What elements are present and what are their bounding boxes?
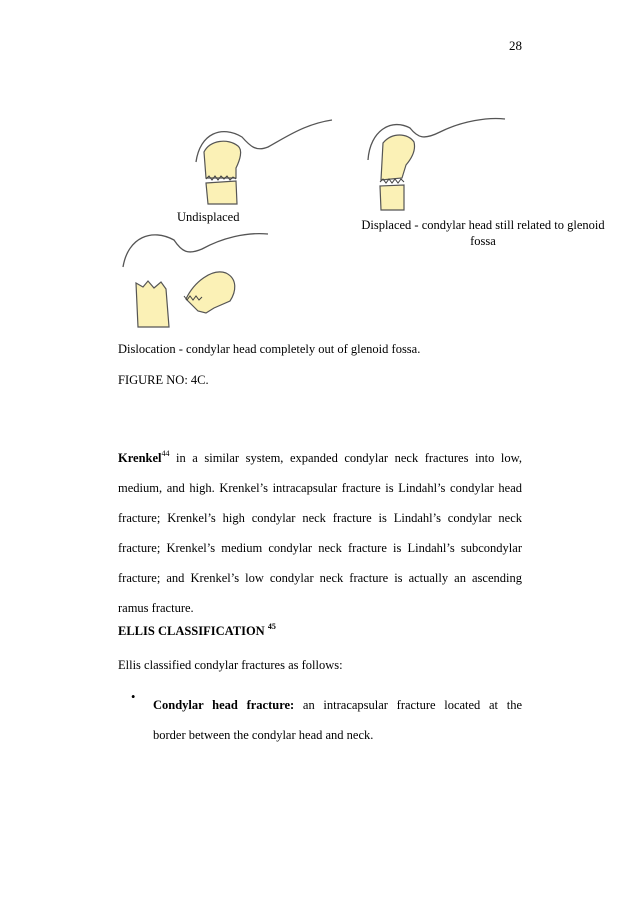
condylar-head	[204, 141, 241, 178]
page-number: 28	[509, 38, 522, 53]
displaced-illustration	[368, 119, 505, 210]
figure-number: FIGURE NO: 4C.	[118, 373, 209, 387]
reference-45: 45	[267, 622, 276, 631]
paragraph-line: medium, and high. Krenkel’s intracapsular fracture is Lindahl’s condylar head	[118, 481, 522, 495]
paragraph-line: fracture; and Krenkel’s low condylar neck fracture is actually an ascending	[118, 571, 522, 585]
caption-dislocation: Dislocation - condylar head completely out of glenoid fossa.	[118, 342, 421, 356]
ramus-stump	[136, 281, 169, 327]
displaced-condylar-head	[186, 272, 235, 313]
condylar-neck	[380, 185, 404, 210]
line-text: in a similar system, expanded condylar neck fractures into low,	[169, 451, 522, 465]
bullet-term: Condylar head fracture:	[153, 698, 295, 712]
paragraph-line: fracture; Krenkel’s medium condylar neck fracture is Lindahl’s subcondylar	[118, 541, 522, 555]
reference-44: 44	[161, 449, 170, 458]
paragraph-line: ramus fracture.	[118, 601, 194, 615]
glenoid-fossa-line	[123, 234, 268, 267]
heading-text: ELLIS CLASSIFICATION	[118, 624, 265, 638]
bullet-line: border between the condylar head and neck.	[153, 728, 374, 742]
ellis-intro: Ellis classified condylar fractures as follows:	[118, 658, 343, 672]
condylar-head	[381, 135, 415, 180]
dislocation-illustration	[123, 234, 268, 327]
krenkel-name: Krenkel	[118, 451, 162, 465]
condylar-neck	[206, 181, 237, 204]
paragraph-line: fracture; Krenkel’s high condylar neck fracture is Lindahl’s condylar neck	[118, 511, 522, 525]
bullet-text-1: an intracapsular fracture located at the	[294, 698, 522, 712]
krenkel-paragraph	[118, 443, 522, 623]
caption-undisplaced: Undisplaced	[177, 210, 240, 224]
undisplaced-illustration	[196, 120, 332, 204]
ellis-heading	[118, 624, 276, 639]
bullet-icon: •	[131, 690, 136, 704]
condylar-fracture-figure	[0, 0, 638, 340]
bullet-line	[153, 690, 522, 720]
paragraph-line	[118, 443, 522, 473]
caption-displaced: Displaced - condylar head still related to glenoid fossa	[361, 218, 605, 248]
fracture-line	[380, 179, 404, 183]
bullet-item	[153, 690, 522, 750]
